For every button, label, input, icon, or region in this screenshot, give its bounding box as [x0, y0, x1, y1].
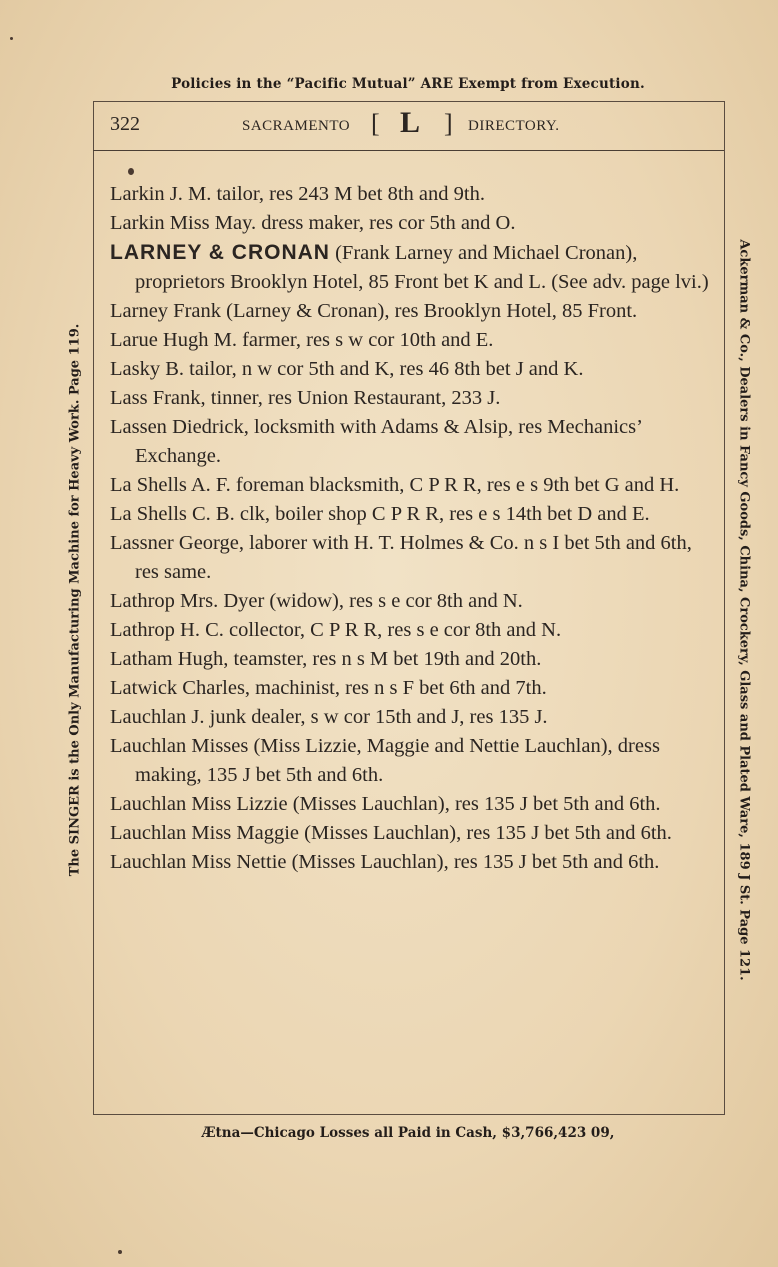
directory-entry: [110, 500, 715, 529]
entry-details: B. tailor, n w cor 5th and K, res 46 8th bet J and K.: [160, 358, 584, 380]
entry-details: Frank (Larney & Cronan), res Brooklyn Hotel, 85 Front.: [168, 300, 638, 322]
entry-surname: Latham: [110, 648, 173, 670]
directory-entry: [110, 297, 715, 326]
entry-details: J. M. tailor, res 243 M bet 8th and 9th.: [164, 183, 485, 205]
entry-details: (Frank Larney and Michael Cronan), proprietors Brooklyn Hotel, 85 Front bet K and L. (See adv. page lvi.): [135, 242, 709, 293]
entry-surname: La Shells: [110, 474, 187, 496]
header-directory: DIRECTORY.: [468, 118, 560, 134]
entry-surname: Lathrop: [110, 619, 175, 641]
directory-entry: [110, 790, 715, 819]
directory-entry: [110, 645, 715, 674]
header-bracket-left: [: [371, 109, 380, 138]
directory-entry: [110, 819, 715, 848]
directory-entry: [110, 384, 715, 413]
entry-details: C. B. clk, boiler shop C P R R, res e s 14th bet D and E.: [186, 503, 650, 525]
entry-details: Miss May. dress maker, res cor 5th and O.: [164, 212, 516, 234]
directory-entry: [110, 413, 715, 471]
paper-speck: [118, 1250, 122, 1254]
bottom-advert-banner: Ætna—Chicago Losses all Paid in Cash, $3,766,423 09,: [201, 1125, 615, 1141]
entry-surname: Lauchlan: [110, 822, 187, 844]
directory-entry: [110, 180, 715, 209]
entry-surname: Lauchlan: [110, 735, 187, 757]
entry-details: Hugh, teamster, res n s M bet 19th and 20th.: [172, 648, 542, 670]
right-margin-advert: Ackerman & Co., Dealers in Fancy Goods, China, Crockery, Glass and Plated Ware, 189 J St. Page 121.: [736, 239, 752, 981]
directory-entry-featured: [110, 238, 715, 297]
directory-entry: [110, 848, 715, 877]
entry-details: Diedrick, locksmith with Adams & Alsip, res Mechanics’ Exchange.: [135, 416, 642, 467]
directory-entry: [110, 209, 715, 238]
entry-business-name: LARNEY & CRONAN: [110, 241, 330, 264]
directory-entries: [110, 180, 715, 877]
directory-entry: [110, 674, 715, 703]
entry-details: George, laborer with H. T. Holmes & Co. n s I bet 5th and 6th, res same.: [135, 532, 692, 583]
entry-surname: Lauchlan: [110, 793, 187, 815]
entry-surname: Lasky: [110, 358, 161, 380]
entry-surname: Larkin: [110, 183, 165, 205]
directory-entry: [110, 587, 715, 616]
directory-entry: [110, 326, 715, 355]
entry-details: Hugh M. farmer, res s w cor 10th and E.: [157, 329, 494, 351]
paper-speck: [10, 37, 13, 40]
entry-details: Misses (Miss Lizzie, Maggie and Nettie Lauchlan), dress making, 135 J bet 5th and 6th.: [135, 735, 660, 786]
directory-entry: [110, 529, 715, 587]
entry-surname: Larue: [110, 329, 158, 351]
entry-surname: Latwick: [110, 677, 178, 699]
header-bracket-right: ]: [444, 109, 453, 138]
header-rule: [93, 150, 724, 151]
directory-entry: [110, 616, 715, 645]
entry-details: A. F. foreman blacksmith, C P R R, res e s 9th bet G and H.: [186, 474, 680, 496]
entry-surname: Larney: [110, 300, 169, 322]
entry-details: J. junk dealer, s w cor 15th and J, res 135 J.: [186, 706, 548, 728]
ink-speck: [128, 168, 134, 175]
entry-details: Miss Maggie (Misses Lauchlan), res 135 J bet 5th and 6th.: [186, 822, 672, 844]
entry-surname: Larkin: [110, 212, 165, 234]
entry-surname: Lauchlan: [110, 851, 187, 873]
directory-entry: [110, 355, 715, 384]
entry-surname: Lass: [110, 387, 148, 409]
entry-details: Frank, tinner, res Union Restaurant, 233 J.: [147, 387, 501, 409]
top-advert-banner: Policies in the “Pacific Mutual” ARE Exempt from Execution.: [171, 76, 645, 92]
header-city: SACRAMENTO: [242, 118, 351, 134]
entry-surname: Lassen: [110, 416, 167, 438]
entry-surname: Lathrop: [110, 590, 175, 612]
directory-entry: [110, 703, 715, 732]
entry-details: Mrs. Dyer (widow), res s e cor 8th and N.: [174, 590, 523, 612]
entry-surname: Lauchlan: [110, 706, 187, 728]
entry-details: H. C. collector, C P R R, res s e cor 8th and N.: [174, 619, 562, 641]
entry-surname: Lassner: [110, 532, 174, 554]
entry-details: Miss Lizzie (Misses Lauchlan), res 135 J bet 5th and 6th.: [186, 793, 661, 815]
entry-details: Miss Nettie (Misses Lauchlan), res 135 J bet 5th and 6th.: [186, 851, 660, 873]
header-section-letter: L: [400, 106, 421, 139]
page-number: 322: [110, 113, 140, 135]
entry-details: Charles, machinist, res n s F bet 6th and 7th.: [177, 677, 547, 699]
directory-entry: [110, 471, 715, 500]
left-margin-advert: The SINGER is the Only Manufacturing Machine for Heavy Work. Page 119.: [67, 323, 83, 877]
directory-entry: [110, 732, 715, 790]
entry-surname: La Shells: [110, 503, 187, 525]
